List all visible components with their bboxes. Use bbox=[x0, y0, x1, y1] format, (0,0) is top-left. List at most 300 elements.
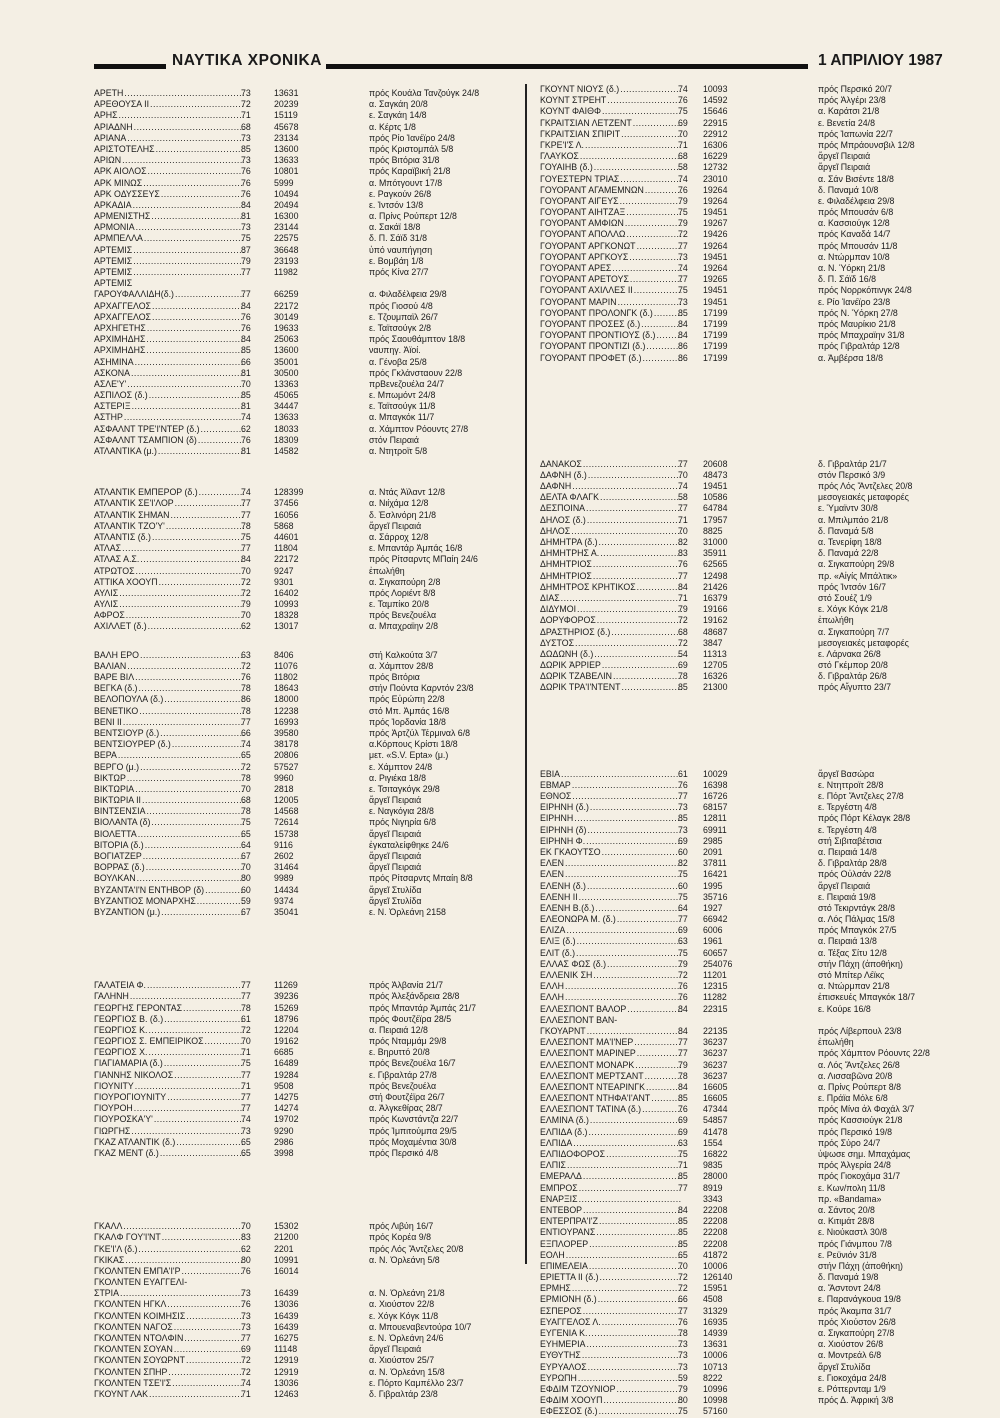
tonnage: 15951 bbox=[703, 1283, 728, 1294]
ship-status: ἐγκαταλείφθηκε 24/6 bbox=[369, 839, 449, 850]
build-year: 77 bbox=[241, 991, 251, 1002]
ship-name: ΔΩΡΙΚ ΤΖΑΒΕΛΙΝ ..... bbox=[540, 671, 682, 682]
build-year: 77 bbox=[678, 1037, 688, 1048]
build-year: 68 bbox=[241, 795, 251, 806]
tonnage: 6006 bbox=[703, 925, 723, 936]
ship-row bbox=[94, 99, 519, 110]
ship-status: πρός Ἀρτζύλ Τέρμιναλ 6/8 bbox=[369, 727, 471, 738]
ship-name: ΑΣΗΜΙΝΑ ..... bbox=[94, 357, 244, 368]
tonnage: 19166 bbox=[703, 604, 728, 615]
ship-status: ε. Μπωμόντ 24/8 bbox=[369, 390, 436, 401]
ship-status: α. Πειραιά 14/8 bbox=[818, 846, 877, 857]
ship-status: ε. Τεργέστη 4/8 bbox=[818, 824, 877, 835]
ship-row bbox=[94, 672, 519, 683]
ship-status: ε. Ναγκόγια 28/8 bbox=[369, 806, 434, 817]
build-year: 77 bbox=[678, 791, 688, 801]
ship-name: ΓΚΟΥΑΡΝΤ ..... bbox=[540, 1026, 682, 1037]
ship-row bbox=[540, 1048, 980, 1059]
tonnage: 16275 bbox=[274, 1333, 299, 1343]
build-year: 75 bbox=[678, 106, 688, 117]
ship-name: ΒΑΛΙΑΝ ..... bbox=[94, 661, 244, 672]
ship-row bbox=[540, 526, 980, 537]
ship-row bbox=[94, 1092, 519, 1103]
ship-status: ε. Ταϊτσούγκ 2/8 bbox=[369, 322, 432, 333]
ship-name: ΒΟΡΡΑΣ (δ.) ..... bbox=[94, 862, 244, 873]
build-year: 65 bbox=[678, 1249, 688, 1260]
build-year: 67 bbox=[241, 906, 251, 917]
ship-name: ΕΜΠΡΟΣ ..... bbox=[540, 1183, 682, 1194]
build-year: 71 bbox=[241, 110, 251, 121]
tonnage: 16439 bbox=[274, 1310, 299, 1321]
ship-row bbox=[540, 559, 980, 570]
ship-status: πρός Ἰαπωνία 22/7 bbox=[818, 128, 893, 139]
ship-name: ΓΕΩΡΓΗΣ ΓΕΡΟΝΤΑΣ ..... bbox=[94, 1003, 244, 1014]
ship-row bbox=[94, 334, 519, 345]
build-year: 77 bbox=[241, 1092, 251, 1102]
ship-status: στό Γκέμπορ 20/8 bbox=[818, 660, 888, 671]
ship-row bbox=[540, 1250, 980, 1261]
ship-row bbox=[540, 174, 980, 185]
ship-row bbox=[540, 660, 980, 671]
tonnage: 10586 bbox=[703, 492, 728, 503]
ship-row bbox=[94, 521, 519, 532]
ship-row bbox=[94, 424, 519, 435]
ship-row bbox=[94, 829, 519, 840]
ship-name: ΓΟΥΟΡΑΝΤ ΜΑΡΙΝ ..... bbox=[540, 297, 682, 308]
ship-row bbox=[540, 1205, 980, 1216]
ship-status: α. Σιγκαπούρη 7/7 bbox=[818, 626, 890, 637]
build-year: 80 bbox=[241, 873, 251, 884]
ship-row bbox=[94, 862, 519, 873]
build-year: 77 bbox=[678, 274, 688, 285]
ship-status: δ. Π. Σάϊδ 16/8 bbox=[818, 274, 876, 285]
ship-row bbox=[540, 196, 980, 207]
tonnage: 22575 bbox=[274, 233, 299, 244]
tonnage: 5868 bbox=[274, 520, 294, 531]
tonnage: 16300 bbox=[274, 211, 299, 222]
ship-row bbox=[94, 1103, 519, 1114]
build-year: 74 bbox=[241, 412, 251, 423]
ship-row bbox=[540, 981, 980, 992]
tonnage: 11076 bbox=[274, 660, 298, 671]
ship-name: ΒΕΝΤΣΙΟΥΡΕΡ (δ.) ..... bbox=[94, 739, 244, 750]
build-year: 87 bbox=[241, 244, 251, 255]
ship-name: ΕΛΛΗ ..... bbox=[540, 992, 682, 1003]
ship-row bbox=[540, 1294, 980, 1305]
build-year: 86 bbox=[678, 352, 688, 363]
ship-row bbox=[94, 661, 519, 672]
ship-name: ΕΛΕΝ ..... bbox=[540, 869, 682, 880]
ship-name: ΕΜΕΡΑΛΔ ..... bbox=[540, 1171, 682, 1182]
tonnage: 19451 bbox=[703, 285, 728, 296]
ship-status: ἄργεῖ Πειραιά bbox=[369, 828, 422, 839]
ship-row bbox=[94, 1081, 519, 1092]
build-year: 78 bbox=[241, 806, 251, 817]
build-year: 72 bbox=[678, 970, 688, 980]
tonnage: 17199 bbox=[703, 330, 728, 341]
build-year: 84 bbox=[241, 334, 251, 345]
build-year: 78 bbox=[678, 1328, 688, 1338]
ship-row bbox=[94, 588, 519, 599]
build-year: 64 bbox=[678, 902, 688, 913]
build-year: 66 bbox=[678, 1294, 688, 1305]
tonnage: 13631 bbox=[274, 88, 299, 98]
ship-status: πρός Κορέα 9/8 bbox=[369, 1232, 431, 1243]
tonnage: 10713 bbox=[703, 1361, 728, 1372]
ship-status: ε. Πόρτ Ἄντζελες 27/8 bbox=[818, 791, 904, 801]
ship-status: ε. Πράϊα Μόλε 6/8 bbox=[818, 1093, 888, 1104]
ship-name: ΚΟΥΝΤ ΣΤΡΕΗΤ ..... bbox=[540, 95, 682, 106]
ship-row bbox=[94, 435, 519, 446]
ship-name: ΒΕΛΟΠΟΥΛΑ (δ.) ..... bbox=[94, 694, 244, 705]
build-year: 74 bbox=[241, 739, 251, 750]
build-year: 66 bbox=[241, 727, 251, 738]
tonnage: 30500 bbox=[274, 367, 299, 378]
ship-row bbox=[540, 118, 980, 129]
ship-row bbox=[540, 252, 980, 263]
ship-row bbox=[540, 1071, 980, 1082]
ship-row bbox=[540, 825, 980, 836]
tonnage: 19264 bbox=[703, 195, 728, 206]
ship-row bbox=[94, 1232, 519, 1243]
tonnage: 2818 bbox=[274, 783, 294, 794]
build-year: 78 bbox=[678, 671, 688, 682]
ship-status: α. Σάν Βισέντε 18/8 bbox=[818, 173, 894, 184]
tonnage: 31464 bbox=[274, 862, 299, 873]
build-year: 76 bbox=[678, 779, 688, 790]
ship-name: ΔΗΛΟΣ ..... bbox=[540, 526, 682, 537]
tonnage: 18000 bbox=[274, 694, 299, 705]
ship-status: πρός Εὐρώπη 22/8 bbox=[369, 694, 445, 705]
build-year: 63 bbox=[241, 649, 251, 660]
tonnage: 14568 bbox=[274, 806, 299, 817]
ship-status: α. Μπότγουντ 17/8 bbox=[369, 177, 443, 188]
ship-row bbox=[540, 649, 980, 660]
build-year: 79 bbox=[678, 218, 688, 229]
build-year: 69 bbox=[678, 835, 688, 846]
ship-status: πρός Κασσιούγκ 21/8 bbox=[818, 1115, 903, 1126]
ship-status: α. Σιγκαπούρη 29/8 bbox=[818, 559, 895, 570]
ship-name: ΕΛΛΕΣΠΟΝΤ ΝΤΕΑΡΙΝΓΚ ..... bbox=[540, 1082, 682, 1093]
tonnage: 13017 bbox=[274, 621, 299, 632]
ship-row bbox=[94, 1058, 519, 1069]
ship-row bbox=[540, 285, 980, 296]
tonnage: 12238 bbox=[274, 705, 299, 716]
ship-row bbox=[94, 178, 519, 189]
ship-name: ΑΡΕΤΗ ..... bbox=[94, 88, 244, 99]
tonnage: 36237 bbox=[703, 1059, 728, 1070]
ship-row bbox=[94, 773, 519, 784]
ship-status: α. Πρίνς Ρούπερτ 12/8 bbox=[369, 211, 457, 222]
ship-name: ΒΥΖΑΝΤΑ'Ι'Ν ΕΝΤΗΒΟΡ (δ) ..... bbox=[94, 885, 244, 896]
ship-row bbox=[540, 503, 980, 514]
tonnage: 19451 bbox=[703, 207, 728, 218]
ship-status: ε. Ἰντσόν 13/8 bbox=[369, 199, 424, 210]
build-year: 77 bbox=[241, 509, 251, 520]
tonnage: 54857 bbox=[703, 1115, 728, 1126]
ship-name: ΔΑΦΝΗ ..... bbox=[540, 481, 682, 492]
ship-row bbox=[94, 256, 519, 267]
ship-name: ΕΙΡΗΝΗ ..... bbox=[540, 813, 682, 824]
build-year: 79 bbox=[678, 1383, 688, 1394]
ship-name: ΕΛΛΕΣΠΟΝΤ ΒΑΝ- bbox=[540, 1014, 618, 1025]
tonnage: 15119 bbox=[274, 110, 298, 121]
build-year: 73 bbox=[241, 1125, 251, 1136]
ship-row bbox=[540, 593, 980, 604]
ship-row bbox=[540, 353, 980, 364]
ship-row bbox=[94, 510, 519, 521]
tonnage: 9960 bbox=[274, 772, 294, 783]
build-year: 72 bbox=[241, 587, 251, 598]
tonnage: 9116 bbox=[274, 839, 293, 850]
tonnage: 23193 bbox=[274, 255, 299, 266]
ship-row bbox=[94, 1137, 519, 1148]
ship-name: ΕΘΝΟΣ ..... bbox=[540, 791, 682, 802]
ship-status: ἄργεῖ Πειραιά bbox=[369, 520, 422, 531]
build-year: 73 bbox=[241, 132, 251, 143]
tonnage: 10996 bbox=[703, 1383, 728, 1394]
ship-status: α. Χιούστον 26/8 bbox=[818, 1339, 884, 1350]
ship-name: ΔΕΛΤΑ ΦΛΑΓΚ ..... bbox=[540, 492, 682, 503]
ship-row bbox=[540, 571, 980, 582]
ship-row bbox=[540, 869, 980, 880]
ship-list-block bbox=[94, 88, 519, 457]
ship-name: ΑΡΜΠΕΛΛΑ ..... bbox=[94, 233, 244, 244]
ship-status: πρός Χιούστον 26/8 bbox=[818, 1316, 896, 1327]
ship-name: ΑΡΧΑΓΓΕΛΟΣ ..... bbox=[94, 312, 244, 323]
tonnage: 18643 bbox=[274, 683, 299, 694]
tonnage: 13633 bbox=[274, 155, 299, 166]
build-year: 62 bbox=[241, 423, 251, 434]
ship-row bbox=[540, 185, 980, 196]
ship-name: ΓΟΥΟΡΑΝΤ ΑΙΗΤΖΑΞ ..... bbox=[540, 207, 682, 218]
ship-name: ΓΙΟΥΝΙΤΥ ..... bbox=[94, 1081, 244, 1092]
ship-name: ΕΝΤΕΡΠΡΑ'Ι'Ζ ..... bbox=[540, 1216, 682, 1227]
build-year: 84 bbox=[678, 1003, 688, 1014]
ship-status: πρός Ἰορδανία 18/8 bbox=[369, 716, 446, 727]
build-year: 76 bbox=[678, 1316, 688, 1327]
ship-row bbox=[540, 1160, 980, 1171]
ship-row bbox=[94, 166, 519, 177]
build-year: 79 bbox=[678, 1059, 688, 1070]
tonnage: 3998 bbox=[274, 1147, 294, 1158]
ship-name: ΒΙΝΤΣΕΝΣΙΑ ..... bbox=[94, 806, 244, 817]
ship-name: ΓΑΛΗΝΗ ..... bbox=[94, 991, 244, 1002]
ship-status: α. Σιγκαπούρη 2/8 bbox=[369, 576, 441, 587]
ship-status: ἐπισκευές Μπαγκόκ 18/7 bbox=[818, 992, 916, 1003]
ship-status: πρός Λοριέντ 8/8 bbox=[369, 587, 436, 598]
build-year: 76 bbox=[241, 322, 251, 333]
ship-status: α. Σαγκάη 20/8 bbox=[369, 99, 428, 110]
ship-status: δ. Παναμά 19/8 bbox=[818, 1272, 879, 1283]
ship-name: ΓΚΕ'Ι'Λ (δ.) ..... bbox=[94, 1244, 244, 1255]
ship-row bbox=[540, 925, 980, 936]
tonnage: 11982 bbox=[274, 267, 298, 277]
tonnage: 19451 bbox=[703, 481, 728, 492]
ship-row bbox=[94, 110, 519, 121]
build-year: 72 bbox=[241, 1355, 251, 1366]
ship-status: ε. Τεργέστη 4/8 bbox=[818, 802, 877, 813]
tonnage: 64784 bbox=[703, 503, 728, 514]
ship-status: πρός Γκλάνσταουν 22/8 bbox=[369, 367, 463, 378]
tonnage: 30149 bbox=[274, 311, 299, 322]
tonnage: 13600 bbox=[274, 143, 299, 154]
build-year: 73 bbox=[678, 1350, 688, 1361]
ship-row bbox=[540, 341, 980, 352]
build-year: 72 bbox=[241, 1366, 251, 1377]
ship-status: ε. Πειραιά 19/8 bbox=[818, 891, 876, 902]
build-year: 84 bbox=[678, 330, 688, 341]
ship-name: ΕΒΜΑΡ ..... bbox=[540, 780, 682, 791]
ship-row bbox=[540, 229, 980, 240]
ship-status: ε. Γιοκοχάμα 24/8 bbox=[818, 1372, 887, 1383]
ship-name: ΕΞΠΛΟΡΕΡ ..... bbox=[540, 1239, 682, 1250]
tonnage: 6685 bbox=[274, 1047, 294, 1058]
ship-name: ΓΟΥΟΡΑΝΤ ΠΡΟΛΟΝΓΚ (δ.) ..... bbox=[540, 308, 682, 319]
ship-status: πρός Βενεζουέλα bbox=[369, 610, 437, 621]
ship-status: ε. Τσιταγκόγκ 29/8 bbox=[369, 783, 440, 794]
ship-name: ΑΡΚ ΟΔΥΣΣΕΥΣ ..... bbox=[94, 189, 244, 200]
build-year: 72 bbox=[241, 660, 251, 671]
ship-row bbox=[94, 1114, 519, 1125]
ship-status: ἄργεῖ Στυλίδα bbox=[369, 884, 422, 895]
ship-name: ΓΟΥΟΡΑΝΤ ΑΙΓΕΥΣ ..... bbox=[540, 196, 682, 207]
build-year: 77 bbox=[678, 503, 688, 514]
ship-row bbox=[540, 1183, 980, 1194]
ship-status: πρός Μπουσάν 6/8 bbox=[818, 207, 894, 218]
tonnage: 13633 bbox=[274, 412, 299, 423]
ship-name: ΑΡΚΑΔΙΑ ..... bbox=[94, 200, 244, 211]
ship-status: στό Μπ. Ἀμπάς 16/8 bbox=[369, 705, 450, 716]
ship-status: ε. Νιούκαστλ 30/8 bbox=[818, 1227, 888, 1238]
build-year: 76 bbox=[241, 188, 251, 199]
ship-status: πρ. «Αἰγίς Μπάλτικ» bbox=[818, 570, 898, 581]
ship-name: ΓΟΥΟΡΑΝΤ ΑΓΑΜΕΜΝΩΝ ..... bbox=[540, 185, 682, 196]
ship-row bbox=[94, 211, 519, 222]
ship-row bbox=[540, 151, 980, 162]
ship-row bbox=[540, 1060, 980, 1071]
tonnage: 16605 bbox=[703, 1081, 728, 1092]
tonnage: 12705 bbox=[703, 660, 728, 671]
ship-name: ΑΣΠΙΛΟΣ (δ.) ..... bbox=[94, 390, 244, 401]
build-year: 76 bbox=[678, 981, 688, 992]
ship-row bbox=[540, 1283, 980, 1294]
ship-name: ΑΤΛΑΝΤΙΚ ΣΕ'Ι'ΛΟΡ ..... bbox=[94, 498, 244, 509]
ship-row bbox=[540, 492, 980, 503]
build-year: 70 bbox=[241, 862, 251, 873]
tonnage: 35001 bbox=[274, 356, 299, 367]
ship-status: ε. Ρίο Ἰανέϊρο 23/8 bbox=[818, 296, 891, 307]
build-year: 85 bbox=[678, 1227, 688, 1238]
build-year: 74 bbox=[241, 1377, 251, 1388]
ship-status: δ. Γιβραλτάρ 21/7 bbox=[818, 458, 887, 469]
ship-status: δ. Γιβραλτάρ 26/8 bbox=[818, 671, 887, 682]
build-year: 76 bbox=[241, 1299, 251, 1310]
ship-status: α. Πειραιά 12/8 bbox=[369, 1024, 428, 1035]
ship-status: πρός Κωνστάντζα 22/7 bbox=[369, 1114, 459, 1125]
ship-status: α. Κιτιμάτ 28/8 bbox=[818, 1216, 875, 1227]
tonnage: 2986 bbox=[274, 1136, 294, 1147]
ship-row bbox=[94, 1355, 519, 1366]
ship-name: ΕΙΡΗΝΗ Φ. ..... bbox=[540, 836, 682, 847]
ship-row bbox=[540, 858, 980, 869]
ship-status: α. Χιούστον 25/7 bbox=[369, 1355, 435, 1366]
ship-row bbox=[540, 263, 980, 274]
ship-status: α. Ν. Ὑόρκη 21/8 bbox=[818, 263, 886, 273]
build-year: 75 bbox=[678, 207, 688, 218]
ship-status: ε. Χόγκ Κόγκ 11/8 bbox=[369, 1310, 439, 1321]
ship-name: ΑΧΙΛΛΕΤ (δ.) ..... bbox=[94, 621, 244, 632]
tonnage: 10006 bbox=[703, 1260, 728, 1271]
ship-status: πρός Ρίτσαρντς ΜΠαίη 24/6 bbox=[369, 554, 478, 565]
ship-row bbox=[94, 1367, 519, 1378]
tonnage: 36237 bbox=[703, 1048, 728, 1059]
ship-status: ἄργεῖ Πειραιά bbox=[369, 1344, 422, 1355]
ship-name: ΔΟΡΥΦΟΡΟΣ ..... bbox=[540, 615, 682, 626]
tonnage: 15646 bbox=[703, 106, 728, 117]
tonnage: 36648 bbox=[274, 244, 299, 255]
ship-row bbox=[94, 122, 519, 133]
ship-row bbox=[94, 621, 519, 632]
ship-status: α. Φιλαδέλφεια 29/8 bbox=[369, 289, 447, 300]
tonnage: 21426 bbox=[703, 581, 728, 592]
ship-status: ε. Βομβάη 1/8 bbox=[369, 255, 424, 266]
ship-name: ΓΚΡΑΙΤΣΙΑΝ ΛΕΤΖΕΝΤ ..... bbox=[540, 118, 682, 129]
ship-row bbox=[540, 330, 980, 341]
tonnage: 22208 bbox=[703, 1238, 728, 1249]
tonnage: 23134 bbox=[274, 132, 299, 143]
ship-name: ΑΤΛΑΝΤΙΚ ΤΖΟ'Υ' ..... bbox=[94, 521, 244, 532]
ship-name: ΑΤΛΑΝΤΙΚ ΕΜΠΕΡΟΡ (δ.) ..... bbox=[94, 487, 244, 498]
ship-name: ΕΦΔΙΜ ΧΟΟΥΠ ..... bbox=[540, 1395, 682, 1406]
build-year: 69 bbox=[678, 660, 688, 671]
tonnage: 1927 bbox=[703, 902, 723, 913]
ship-status: πρός Μπαντάρ Ἀμπάς 21/7 bbox=[369, 1002, 477, 1013]
ship-status: ἐπωλήθη bbox=[369, 565, 405, 576]
ship-name: ΒΟΥΛΚΑΝ ..... bbox=[94, 873, 244, 884]
ship-status: δ. Παναμά 10/8 bbox=[818, 184, 879, 195]
tonnage: 12315 bbox=[703, 981, 728, 992]
ship-status: ε. Ν. Ὀρλεάνη 24/6 bbox=[369, 1333, 444, 1343]
ship-row bbox=[540, 1082, 980, 1093]
ship-name: ΕΦΕΣΣΟΣ (δ.) ..... bbox=[540, 1406, 682, 1417]
ship-status: ε. Βηρυττό 20/8 bbox=[369, 1047, 430, 1058]
tonnage: 13600 bbox=[274, 345, 299, 356]
ship-row bbox=[94, 694, 519, 705]
build-year: 70 bbox=[678, 469, 688, 480]
ship-status: α. Σακάϊ 18/8 bbox=[369, 222, 421, 233]
ship-status: ε. Κούρε 16/8 bbox=[818, 1003, 871, 1014]
ship-name: ΓΟΥΟΡΑΝΤ ΠΡΟΦΕΤ (δ.) ..... bbox=[540, 353, 682, 364]
ship-status: ε. Παρανάγκουα 19/8 bbox=[818, 1294, 901, 1305]
tonnage: 9301 bbox=[274, 576, 294, 587]
ship-row bbox=[540, 627, 980, 638]
ship-row bbox=[94, 610, 519, 621]
ship-status: στή Φουτζέϊρα 26/7 bbox=[369, 1092, 445, 1102]
build-year: 76 bbox=[678, 992, 688, 1003]
build-year: 74 bbox=[678, 84, 688, 94]
left-column bbox=[94, 88, 519, 1400]
ship-name: ΓΙΟΥΡΟΗ ..... bbox=[94, 1103, 244, 1114]
ship-status: πρός Ἀλγερία 24/8 bbox=[818, 1160, 891, 1171]
ship-name: ΕΛΜΙΝΑ (δ.) ..... bbox=[540, 1115, 682, 1126]
build-year: 71 bbox=[678, 514, 688, 525]
ship-row bbox=[540, 1216, 980, 1227]
build-year: 69 bbox=[678, 925, 688, 936]
ship-name: ΕΥΓΕΝΙΑ Κ. ..... bbox=[540, 1328, 682, 1339]
tonnage: 16306 bbox=[703, 139, 728, 150]
tonnage: 21300 bbox=[703, 682, 728, 693]
